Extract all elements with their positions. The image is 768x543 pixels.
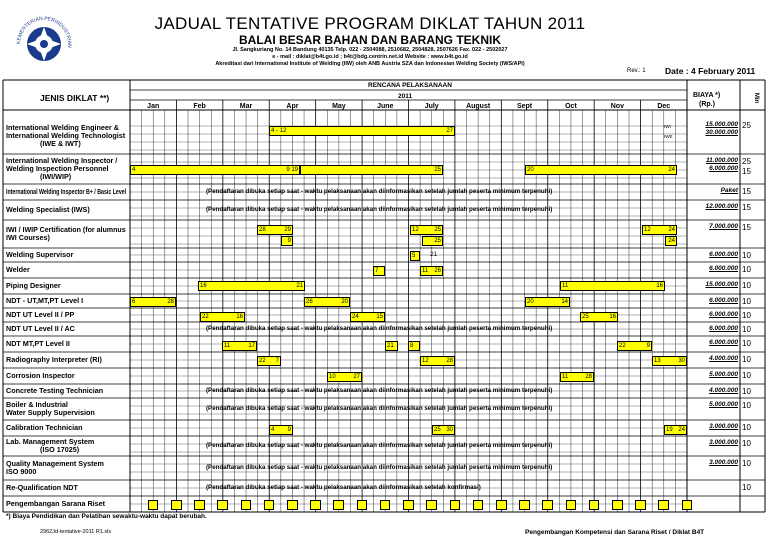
bar-end-date: 28	[585, 374, 592, 380]
bar-end-date: 17	[248, 343, 255, 349]
schedule-bar	[269, 425, 293, 435]
course-name: NDT UT Level II / AC	[6, 324, 75, 333]
schedule-bar	[473, 500, 484, 510]
bar-start-date: 8	[410, 343, 414, 349]
footer-unit: Pengembangan Kompetensi dan Sarana Riset / Diklat B4T	[525, 529, 705, 536]
schedule-bar	[357, 500, 368, 510]
email-line: e - mail : diklat@b4t.go.id ; b4t@bdg.centrin.net.id Website : www.b4t.go.id	[272, 54, 468, 60]
course-name: Water Supply Supervision	[6, 408, 95, 417]
schedule-bar	[589, 500, 600, 510]
min-participants: 10	[742, 439, 751, 448]
bar-end-date: 7	[275, 358, 279, 364]
schedule-bar	[148, 500, 159, 510]
min-participants: 15	[742, 187, 751, 196]
col-year-header: 2011	[398, 93, 413, 100]
bar-end-date: 24	[668, 238, 675, 244]
month-label-apr: Apr	[286, 103, 299, 110]
schedule-bar	[310, 500, 321, 510]
registration-note: (Pendaftaran dibuka setiap saat - waktu pelaksanaan akan diinformasikan setelah jumlah peserta minimum terpenuhi)	[206, 206, 553, 213]
bar-end-date: 25	[434, 167, 441, 173]
bar-start-date: 26	[306, 299, 313, 305]
bar-start-date: 24	[352, 314, 359, 320]
registration-note: (Pendaftaran dibuka setiap saat - waktu pelaksanaan akan diinformasikan setelah jumlah peserta minimum terpenuhi)	[206, 405, 553, 412]
schedule-bar	[420, 266, 443, 276]
course-name: Quality Management System	[6, 459, 104, 468]
bar-start-date: 22	[202, 314, 209, 320]
course-fee: 6.000.000	[709, 265, 738, 272]
schedule-bar	[426, 500, 437, 510]
bar-end-date: 25	[434, 238, 441, 244]
month-label-june: June	[377, 103, 394, 110]
schedule-bar	[408, 341, 420, 351]
schedule-bar	[652, 356, 687, 366]
bar-start-date: 4	[132, 167, 136, 173]
bar-start-date: 11	[422, 268, 429, 274]
bar-start-date: 25	[582, 314, 589, 320]
course-name: (IWI/WIP)	[40, 172, 72, 181]
bar-start-date: 12	[412, 227, 419, 233]
min-participants: 25	[742, 121, 751, 130]
schedule-bar	[612, 500, 623, 510]
bar-end-date: 14	[561, 299, 568, 305]
course-fee: 12.000.000	[705, 203, 738, 210]
min-participants: 10	[742, 325, 751, 334]
bar-end-date: 9	[287, 427, 291, 433]
bar-end-date: 29	[284, 227, 291, 233]
schedule-bar	[432, 425, 455, 435]
course-name: (ISO 17025)	[40, 445, 80, 454]
course-name: International Welding Technologist	[6, 131, 126, 140]
bar-end-date: 28	[446, 358, 453, 364]
schedule-bar	[373, 266, 385, 276]
month-label-feb: Feb	[193, 103, 206, 110]
bar-start-date: 4	[271, 427, 275, 433]
schedule-bar	[519, 500, 530, 510]
bar-start-date: 5	[412, 253, 416, 259]
logo-text: KEMENTERIAN PERINDUSTRIAN	[15, 15, 73, 48]
schedule-bar	[130, 297, 176, 307]
course-name: Pengembangan Sarana Riset	[6, 499, 106, 508]
revision-label: Rev.: 1	[627, 68, 646, 74]
schedule-bar	[217, 500, 228, 510]
schedule-bar	[665, 236, 677, 246]
month-label-nov: Nov	[610, 103, 624, 110]
course-name: International Welding Engineer &	[6, 123, 119, 132]
course-fee: 3.000.000	[709, 439, 738, 446]
course-fee: 5.000.000	[709, 401, 738, 408]
course-name: Piping Designer	[6, 281, 61, 290]
schedule-bar	[257, 356, 281, 366]
bar-end-date: 28	[167, 299, 174, 305]
schedule-bar	[222, 341, 257, 351]
bar-start-date: 10	[329, 374, 336, 380]
min-participants: 10	[742, 339, 751, 348]
bar-end-date: 24	[668, 227, 675, 233]
schedule-bar	[525, 297, 570, 307]
bar-start-date: 20	[527, 299, 534, 305]
schedule-bar	[281, 236, 293, 246]
address-line: Jl. Sangkuriang No. 14 Bandung 40135 Telp. 022 - 2504088, 2510682, 2504828, 2507626 Fax. 022 - 2502027	[232, 47, 508, 53]
bar-end-date: 24	[678, 427, 685, 433]
bar-end-date: 26	[434, 268, 441, 274]
course-name: Boiler & Industrial	[6, 400, 68, 409]
min-participants: 10	[742, 265, 751, 274]
course-fee: 30.000.000	[705, 129, 738, 136]
bar-start-date: 11	[562, 374, 569, 380]
schedule-bar	[580, 312, 618, 322]
schedule-bar	[327, 372, 362, 382]
bar-end-date: 20	[341, 299, 348, 305]
schedule-bar	[682, 500, 693, 510]
min-participants: 10	[742, 371, 751, 380]
min-participants: 10	[742, 387, 751, 396]
bar-start-date: 28	[259, 227, 266, 233]
month-label-jan: Jan	[147, 103, 160, 110]
course-fee: 4.000.000	[709, 355, 738, 362]
bar-start-date: 20	[527, 167, 534, 173]
bar-end-date: 9	[287, 238, 291, 244]
course-fee: 11.000.000	[705, 157, 738, 164]
course-name: International Welding Inspector /	[6, 156, 118, 165]
bar-end-date: 30	[678, 358, 685, 364]
schedule-bar	[542, 500, 553, 510]
schedule-bar	[560, 372, 594, 382]
fee-tag: IWI	[664, 124, 671, 129]
bar-end-date: 16	[236, 314, 243, 320]
course-fee: 5.000.000	[709, 371, 738, 378]
registration-note: (Pendaftaran dibuka setiap saat - waktu pelaksanaan akan diinformasikan setelah jumlah peserta minimum terpenuhi)	[206, 464, 553, 471]
course-fee: 6.000.000	[709, 325, 738, 332]
bar-start-date: 13	[654, 358, 661, 364]
course-name: Concrete Testing Technician	[6, 386, 104, 395]
schedule-bar	[241, 500, 252, 510]
schedule-bar	[403, 500, 414, 510]
course-name: ISO 9000	[6, 467, 37, 476]
course-name: Radiography Interpreter (RI)	[6, 355, 102, 364]
course-fee: Paket	[720, 187, 738, 194]
bar-end-date: 9 19	[286, 167, 298, 173]
course-fee: 4.000.000	[709, 387, 738, 394]
col-min-header: Min	[753, 92, 760, 104]
bar-start-date: 22	[259, 358, 266, 364]
schedule-bar	[350, 312, 385, 322]
page-title: JADUAL TENTATIVE PROGRAM DIKLAT TAHUN 2011	[154, 14, 586, 33]
bar-end-date: 30	[446, 427, 453, 433]
schedule-bar	[422, 236, 443, 246]
schedule-bar	[642, 225, 677, 235]
bar-end-date: 21	[296, 283, 303, 289]
col-biaya-unit: (Rp.)	[699, 101, 715, 108]
month-label-oct: Oct	[565, 103, 577, 110]
month-label-dec: Dec	[657, 103, 671, 110]
course-fee: 6.000.000	[709, 297, 738, 304]
footer-file: 2962Jd-tentative-2011 R1.xls	[40, 529, 112, 535]
schedule-bar	[269, 126, 455, 136]
schedule-bar	[410, 251, 420, 261]
course-fee: 6.000.000	[709, 339, 738, 346]
bar-end-date: 27	[446, 128, 453, 134]
min-participants: 10	[742, 401, 751, 410]
course-name: (IWE & IWT)	[40, 139, 81, 148]
course-name: Calibration Technician	[6, 423, 83, 432]
registration-note: (Pendaftaran dibuka setiap saat - waktu pelaksanaan akan diinformasikan setelah jumlah peserta minimum terpenuhi)	[206, 188, 553, 195]
schedule-bar	[287, 500, 298, 510]
min-participants: 10	[742, 297, 751, 306]
min-participants: 10	[742, 355, 751, 364]
course-name: IWI / IWIP Certification (for alumnus	[6, 225, 126, 234]
course-name: NDT UT Level II / PP	[6, 310, 75, 319]
bar-start-date: 21	[387, 343, 394, 349]
month-label-july: July	[424, 103, 439, 110]
schedule-bar	[385, 341, 398, 351]
schedule-bar	[198, 281, 305, 291]
schedule-bar	[130, 165, 300, 175]
bar-start-date: 25	[434, 427, 441, 433]
schedule-bar	[525, 165, 677, 175]
date-label: Date : 4 February 2011	[665, 66, 756, 76]
schedule-bar	[194, 500, 205, 510]
fee-tag: IWE	[664, 134, 673, 139]
course-name: Welding Supervisor	[6, 250, 74, 259]
min-participants: 10	[742, 459, 751, 468]
schedule-bar	[171, 500, 182, 510]
course-fee: 6.000.000	[709, 311, 738, 318]
schedule-bar	[635, 500, 646, 510]
course-name: Re-Qualification NDT	[6, 483, 78, 492]
schedule-bar	[420, 356, 455, 366]
schedule-bar	[257, 225, 293, 235]
min-participants: 10	[742, 423, 751, 432]
bar-end-date: 15	[376, 314, 383, 320]
bar-end-date: 9	[646, 343, 650, 349]
course-fee: 6.000.000	[709, 165, 738, 172]
schedule-bar	[617, 341, 652, 351]
bar-end-date: 16	[609, 314, 616, 320]
bar-start-date: 12	[422, 358, 429, 364]
min-participants: 15	[742, 167, 751, 176]
col-biaya-header: BIAYA *)	[693, 92, 721, 99]
min-participants: 15	[742, 223, 751, 232]
month-label-august: August	[466, 103, 491, 110]
course-fee: 15.000.000	[705, 281, 738, 288]
month-label-sept: Sept	[516, 103, 533, 110]
bar-end-date: 25	[434, 227, 441, 233]
schedule-bar	[496, 500, 507, 510]
course-fee: 7.000.000	[709, 223, 738, 230]
min-participants: 25	[742, 157, 751, 166]
course-name: IWI Courses)	[6, 233, 50, 242]
course-name: NDT - UT,MT,PT Level I	[6, 296, 84, 305]
schedule-bar	[304, 297, 350, 307]
schedule-bar	[560, 281, 665, 291]
bar-start-date: 11	[224, 343, 231, 349]
bar-start-date: 22	[619, 343, 626, 349]
schedule-bar	[450, 500, 461, 510]
bar-start-date: 6	[132, 299, 136, 305]
min-participants: 10	[742, 251, 751, 260]
course-name: Corrosion Inspector	[6, 371, 75, 380]
bar-start-date: 12	[644, 227, 651, 233]
course-name: Welding Specialist (IWS)	[6, 205, 90, 214]
course-fee: 15.000.000	[705, 121, 738, 128]
registration-note: (Pendaftaran dibuka setiap saat - waktu pelaksanaan akan diinformasikan setelah jumlah peserta minimum terpenuhi)	[206, 387, 553, 394]
accreditation-line: Akreditasi dari International Institute of Welding (IIW) oleh ANB Austria SZA dan Indonesian Welding Society (IWS/API)	[215, 61, 525, 67]
col-rencana-header: RENCANA PELAKSANAAN	[368, 82, 452, 89]
col-jenis-header: JENIS DIKLAT **)	[40, 93, 110, 103]
min-participants: 10	[742, 311, 751, 320]
date-label: 21	[430, 251, 437, 258]
footer-note: *) Biaya Pendidikan dan Pelatihan sewaktu-waktu dapat berubah.	[6, 513, 207, 520]
bar-start-date: 4 - 12	[271, 128, 287, 134]
schedule-bar	[664, 425, 687, 435]
bar-end-date: 24	[668, 167, 675, 173]
schedule-bar	[410, 225, 443, 235]
registration-note: (Pendaftaran dibuka setiap saat - waktu pelaksanaan akan diinformasikan setelah jumlah peserta minimum terpenuhi)	[206, 442, 553, 449]
bar-end-date: 27	[353, 374, 360, 380]
bar-start-date: 16	[200, 283, 207, 289]
course-fee: 6.000.000	[709, 251, 738, 258]
schedule-bar	[300, 165, 443, 175]
bar-start-date: 11	[562, 283, 569, 289]
month-label-mar: Mar	[239, 103, 253, 110]
course-name: NDT MT,PT Level II	[6, 339, 70, 348]
course-name: Welder	[6, 265, 30, 274]
schedule-bar	[333, 500, 344, 510]
schedule-bar	[380, 500, 391, 510]
schedule-bar	[264, 500, 275, 510]
bar-start-date: 7	[375, 268, 379, 274]
course-name: Lab. Management System	[6, 437, 95, 446]
min-participants: 15	[742, 203, 751, 212]
min-participants: 10	[742, 281, 751, 290]
month-label-may: May	[332, 103, 346, 110]
registration-note: (Pendaftaran dibuka setiap saat - waktu pelaksanaan akan diinformasikan setelah konfirmasi)	[206, 484, 481, 491]
bar-end-date: 16	[656, 283, 663, 289]
course-fee: 3.000.000	[709, 423, 738, 430]
bar-start-date: 19	[666, 427, 673, 433]
registration-note: (Pendaftaran dibuka setiap saat - waktu pelaksanaan akan diinformasikan setelah jumlah peserta minimum terpenuhi)	[206, 325, 553, 332]
page-subtitle: BALAI BESAR BAHAN DAN BARANG TEKNIK	[239, 33, 501, 47]
min-participants: 10	[742, 483, 751, 492]
course-name: Welding Inspection Personnel	[6, 164, 109, 173]
schedule-bar	[658, 500, 669, 510]
schedule-bar	[566, 500, 577, 510]
course-name: International Welding Inspector B+ / Basic Level	[6, 187, 127, 196]
schedule-bar	[200, 312, 245, 322]
course-fee: 3.000.000	[709, 459, 738, 466]
